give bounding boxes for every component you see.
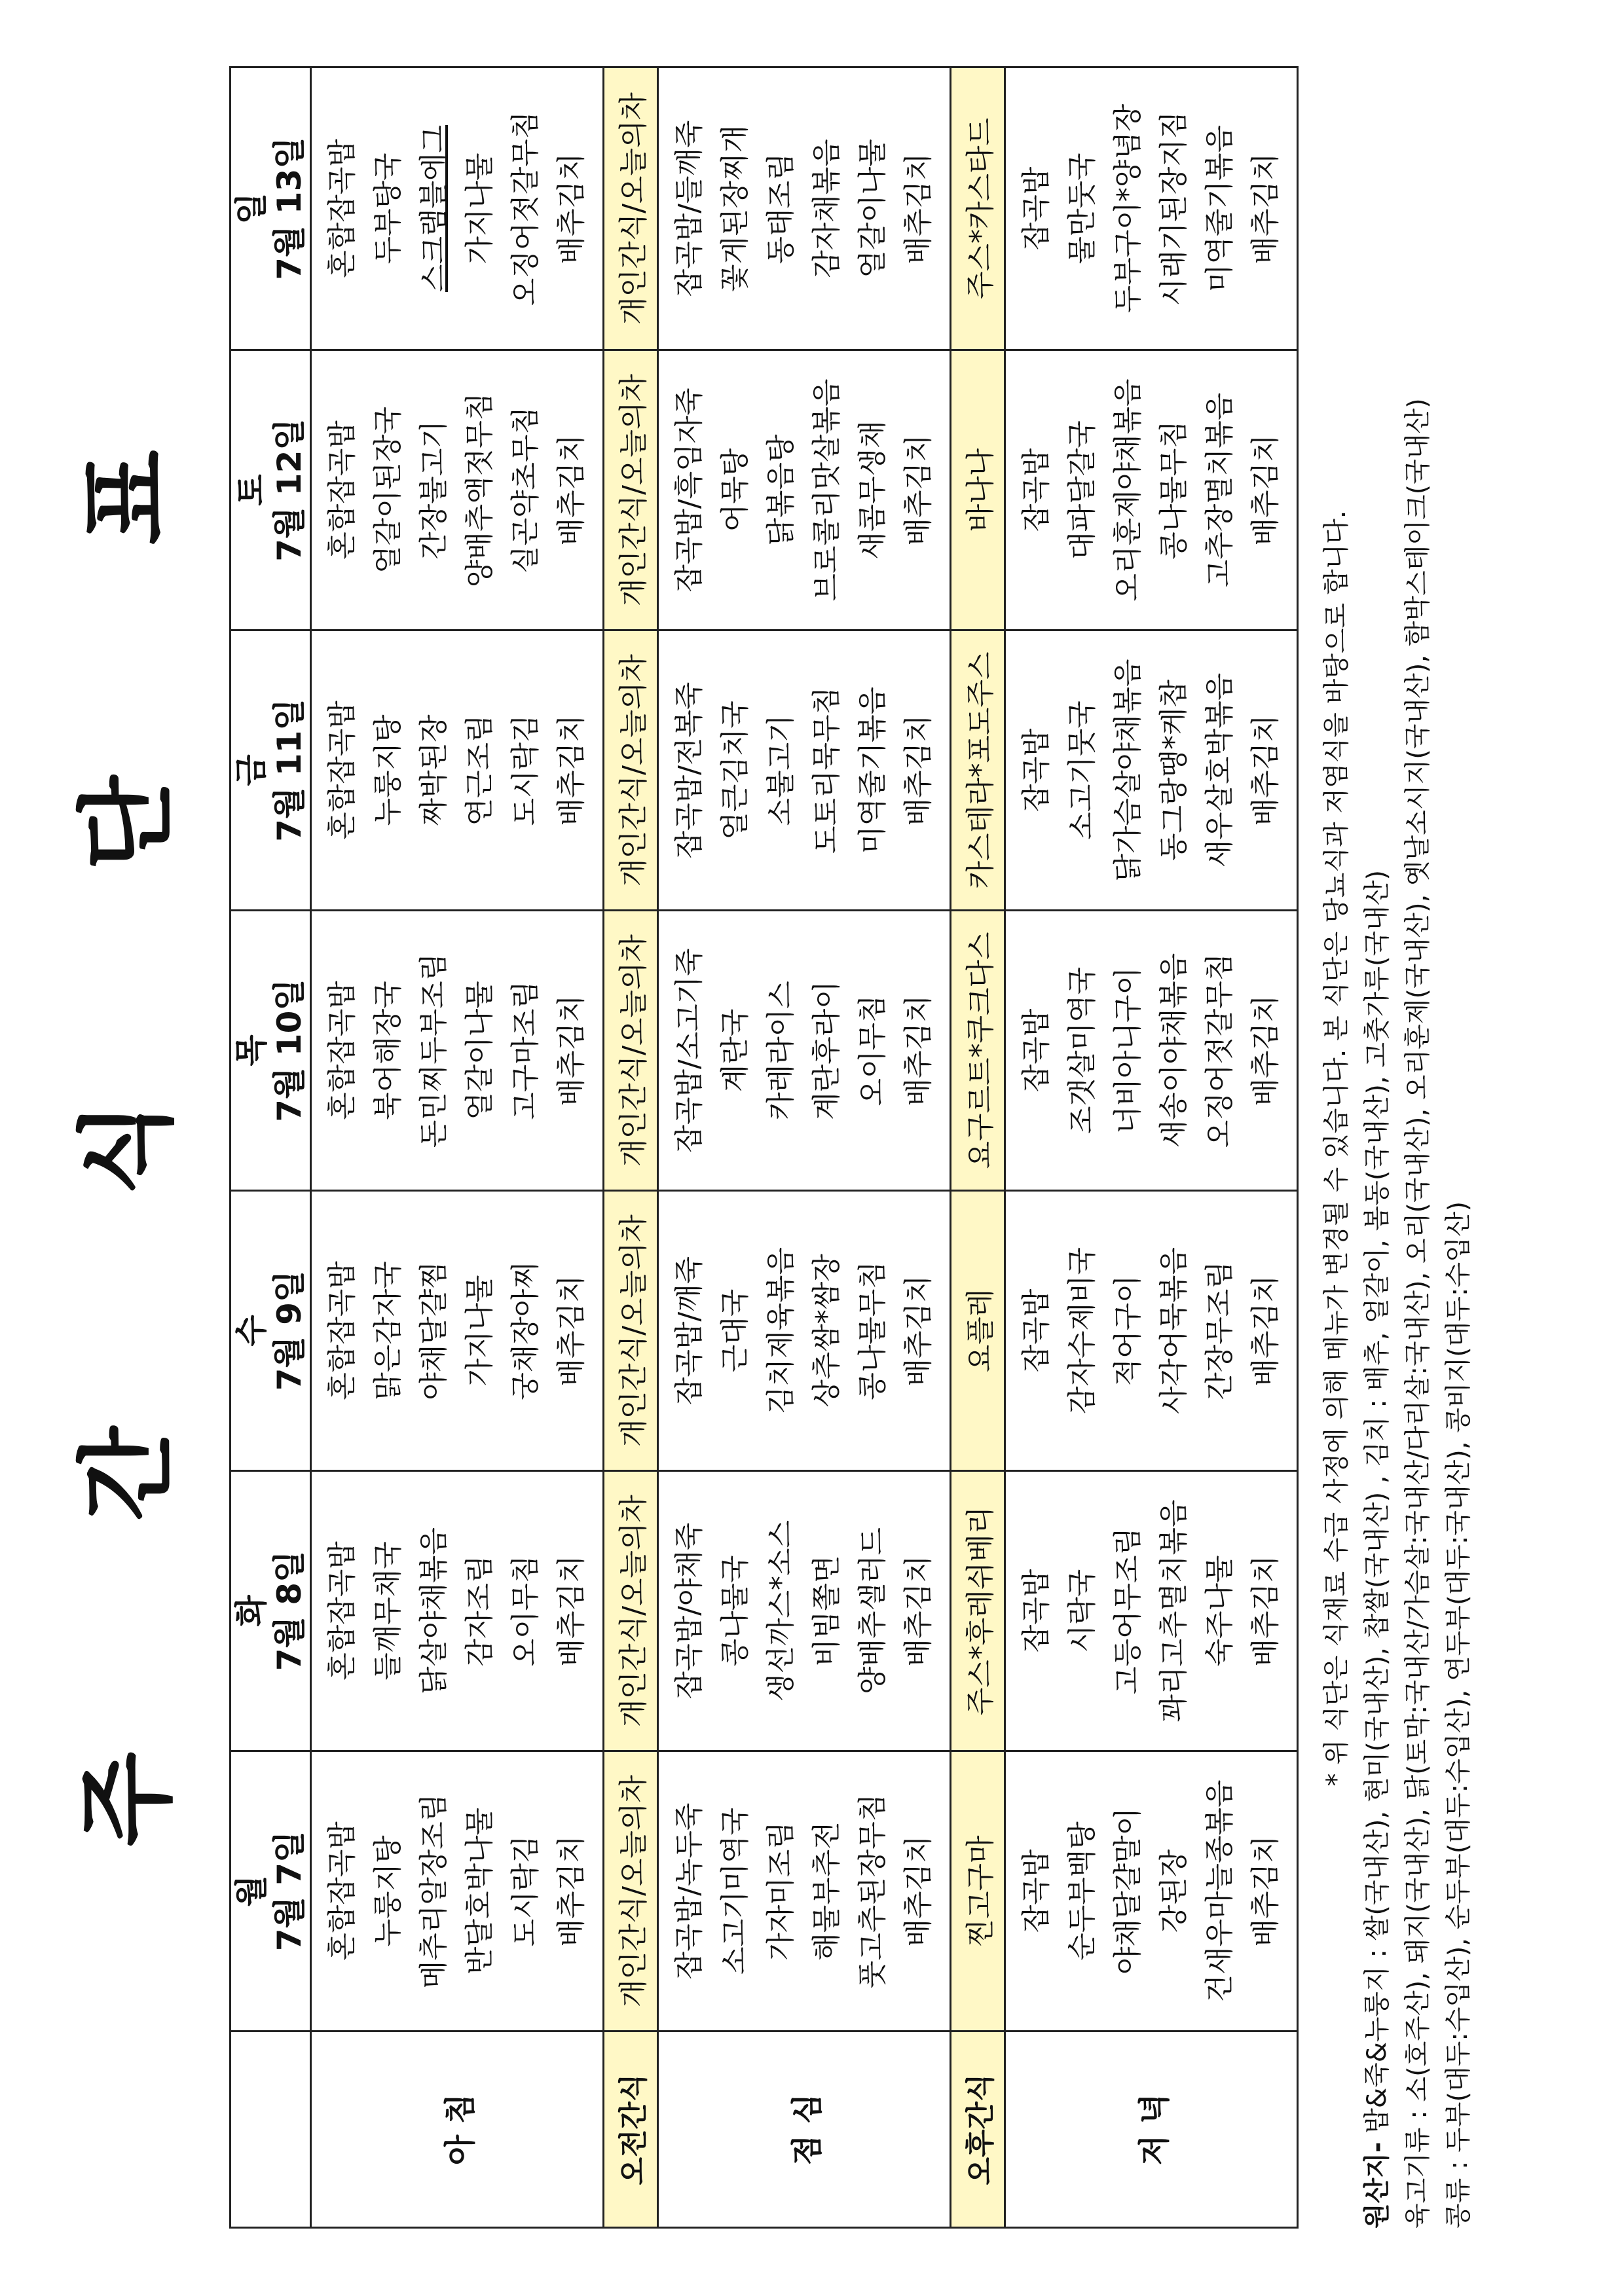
menu-cell-lunch-2	[658, 1191, 951, 1471]
menu-item: 배추김치	[1249, 434, 1282, 546]
menu-cell-pm-snack-4: 카스테라*포도주스	[951, 630, 1005, 911]
menu-cell-pm-snack-3: 요구르트*쿠크다스	[951, 911, 1005, 1191]
day-name: 수	[232, 1315, 270, 1347]
menu-item: 들깨무채국	[371, 1541, 405, 1681]
day-date: 7월 11일	[270, 699, 308, 842]
menu-item: 잡곡밥/전복죽	[673, 682, 706, 859]
menu-cell-am-snack-2: 개인간식/오늘의차	[604, 1191, 658, 1471]
page-title: 주 간 식 단 표	[71, 352, 185, 1847]
menu-item: 동태조림	[764, 153, 798, 264]
menu-item: 감자조림	[463, 1555, 496, 1667]
menu-item: 풋고추된장무침	[856, 1793, 889, 1989]
menu-item: 도시락김	[509, 714, 542, 826]
menu-cell-dinner-4	[1005, 630, 1298, 911]
menu-item: 어묵탕	[718, 448, 752, 532]
menu-item: 김치제육볶음	[764, 1247, 798, 1415]
meal-label-lunch: 점 심	[658, 2032, 951, 2228]
menu-item: 꽈리고추멸치볶음	[1157, 1499, 1190, 1722]
menu-item: 배추김치	[902, 1275, 935, 1387]
menu-item: 잡곡밥/흑임자죽	[673, 388, 706, 592]
menu-item: 잡곡밥	[1020, 1569, 1053, 1653]
menu-item: 양배추샐러드	[856, 1527, 889, 1695]
menu-item: 건새우마늘종볶음	[1203, 1779, 1236, 2003]
menu-item: 연근조림	[463, 714, 496, 826]
menu-cell-am-snack-6: 개인간식/오늘의차	[604, 67, 658, 350]
menu-item: 숙주나물	[1203, 1555, 1236, 1667]
day-header-thu	[231, 911, 311, 1191]
header-row	[231, 67, 311, 2228]
menu-item: 브로콜리맛살볶음	[810, 378, 843, 602]
menu-item: 오리훈제야채볶음	[1111, 378, 1145, 602]
menu-item: 혼합잡곡밥	[325, 701, 359, 840]
menu-item: 생선까스*소스	[764, 1520, 798, 1702]
menu-item: 사각어묵볶음	[1157, 1247, 1190, 1415]
menu-item: 얼갈이나물	[463, 981, 496, 1120]
menu-item: 얼큰김치국	[718, 701, 752, 840]
menu-item: 잡곡밥	[1020, 728, 1053, 812]
pm-snack-row	[951, 67, 1005, 2228]
notes	[1316, 68, 1479, 2229]
menu-item: 배추김치	[555, 1835, 588, 1947]
menu-item: 오이무침	[856, 994, 889, 1106]
breakfast-row	[311, 67, 604, 2228]
menu-item: 상추쌈*쌈장	[810, 1254, 843, 1408]
meal-label-breakfast: 아 침	[311, 2032, 604, 2228]
menu-item: 양배추액젓무침	[463, 392, 496, 588]
menu-item: 대파달갈국	[1065, 420, 1099, 560]
menu-item: 배추김치	[902, 994, 935, 1106]
menu-item: 간장불고기	[417, 420, 451, 560]
menu-item: 배추김치	[1249, 714, 1282, 826]
menu-item: 도시락김	[509, 1835, 542, 1947]
menu-cell-dinner-1	[1005, 1471, 1298, 1751]
menu-item: 조갯살미역국	[1065, 966, 1099, 1135]
menu-item: 미역줄기볶음	[856, 686, 889, 854]
menu-item: 콩나물무침	[1157, 420, 1190, 560]
menu-item: 누룽지탕	[371, 714, 405, 826]
menu-item: 북어해장국	[371, 981, 405, 1120]
day-date: 7월 8일	[270, 1550, 308, 1671]
menu-item: 누룽지탕	[371, 1835, 405, 1947]
weekly-menu-table	[229, 66, 1299, 2229]
day-header-mon	[231, 1751, 311, 2032]
menu-item: 고구마조림	[509, 981, 542, 1120]
day-date: 7월 7일	[270, 1831, 308, 1952]
menu-item: 카레라이스	[764, 981, 798, 1120]
menu-disclaimer: * 위 식단은 식재료 수급 사정에 의해 메뉴가 변경될 수 있습니다. 본 식단은 당뇨식과 저염식을 바탕으로 합니다.	[1321, 510, 1352, 1787]
menu-item: 너비아니구이	[1111, 966, 1145, 1135]
menu-item: 잡곡밥/소고기죽	[673, 948, 706, 1153]
menu-item: 해물부추전	[810, 1821, 843, 1961]
menu-item: 얼갈이된장국	[371, 406, 405, 574]
day-header-tue	[231, 1471, 311, 1751]
menu-item: 근대국	[718, 1288, 752, 1373]
menu-cell-pm-snack-1: 주스*후레쉬베리	[951, 1471, 1005, 1751]
menu-item: 배추김치	[1249, 1275, 1282, 1387]
menu-item: 꽃게된장찌개	[718, 124, 752, 293]
menu-item: 강된장	[1157, 1849, 1190, 1933]
menu-item: 소고기뭇국	[1065, 701, 1099, 840]
menu-item: 시락국	[1065, 1569, 1099, 1653]
menu-cell-dinner-0	[1005, 1751, 1298, 2032]
menu-cell-breakfast-2	[311, 1191, 604, 1471]
day-header-wed	[231, 1191, 311, 1471]
menu-item: 배추김치	[1249, 1835, 1282, 1947]
menu-cell-lunch-5	[658, 350, 951, 630]
menu-item: 돈민찌두부조림	[417, 953, 451, 1148]
menu-item: 계란국	[718, 1008, 752, 1093]
menu-item: 오징어젓갈무침	[1203, 953, 1236, 1148]
menu-item: 감자채볶음	[810, 139, 843, 278]
menu-item: 잡곡밥	[1020, 1288, 1053, 1373]
menu-item: 감자수제비국	[1065, 1247, 1099, 1415]
day-header-fri	[231, 630, 311, 911]
menu-cell-breakfast-1	[311, 1471, 604, 1751]
day-date: 7월 9일	[270, 1270, 308, 1391]
corner-cell	[231, 2032, 311, 2228]
meal-label-pm-snack: 오후간식	[951, 2032, 1005, 2228]
menu-item: 두부탕국	[371, 153, 405, 264]
menu-cell-breakfast-3	[311, 911, 604, 1191]
origin-line: 육고기류 : 소(호주산), 돼지(국내산), 닭(토막:국내산/가슴살:국내산/다리살:국내산), 오리(국내산), 오리훈제(국내산), 옛날소시지(국내산), 함박스테이크(국내산)	[1403, 398, 1433, 2229]
meal-label-am-snack: 오전간식	[604, 2032, 658, 2228]
menu-item: 간장무조림	[1203, 1261, 1236, 1400]
menu-item: 시래기된장지짐	[1157, 111, 1190, 306]
menu-item: 반달호박나물	[463, 1807, 496, 1975]
menu-cell-am-snack-5: 개인간식/오늘의차	[604, 350, 658, 630]
menu-cell-pm-snack-5: 바나나	[951, 350, 1005, 630]
day-name: 화	[232, 1595, 270, 1627]
menu-item: 야채달걀찜	[417, 1261, 451, 1400]
menu-item: 스크램블에그	[417, 124, 451, 293]
dinner-row	[1005, 67, 1298, 2228]
menu-item: 메추리알장조림	[417, 1793, 451, 1989]
menu-item: 가자미조림	[764, 1821, 798, 1961]
menu-item: 짜박된장	[417, 714, 451, 826]
menu-item: 콩나물국	[718, 1555, 752, 1667]
menu-cell-am-snack-1: 개인간식/오늘의차	[604, 1471, 658, 1751]
origin-line: 콩류 : 두부(대두:수입산), 순두부(대두:수입산), 연두부(대두:국내산), 콩비지(대두:수입산)	[1443, 1201, 1473, 2229]
menu-item: 새콤무생채	[856, 420, 889, 560]
menu-cell-breakfast-4	[311, 630, 604, 911]
menu-cell-pm-snack-2: 요플레	[951, 1191, 1005, 1471]
menu-cell-breakfast-5	[311, 350, 604, 630]
menu-item: 미역줄기볶음	[1203, 124, 1236, 293]
menu-item: 야채달걀말이	[1111, 1807, 1145, 1975]
menu-item: 혼합잡곡밥	[325, 139, 359, 278]
menu-item: 새우살호박볶음	[1203, 672, 1236, 868]
menu-cell-dinner-5	[1005, 350, 1298, 630]
day-header-sun	[231, 67, 311, 350]
menu-item: 배추김치	[555, 153, 588, 264]
menu-cell-lunch-4	[658, 630, 951, 911]
menu-item: 도토리묵무침	[810, 686, 843, 854]
menu-item: 잡곡밥/녹두죽	[673, 1802, 706, 1980]
day-name: 일	[232, 192, 270, 225]
menu-item: 배추김치	[555, 714, 588, 826]
menu-item: 실곤약초무침	[509, 406, 542, 574]
menu-item: 닭가슴살야채볶음	[1111, 659, 1145, 882]
day-date: 7월 12일	[270, 418, 308, 562]
menu-item: 배추김치	[902, 1835, 935, 1947]
menu-item: 배추김치	[902, 1555, 935, 1667]
menu-item: 오이무침	[509, 1555, 542, 1667]
origin-title: 원산지-	[1362, 2141, 1392, 2229]
menu-item: 오징어젓갈무침	[509, 111, 542, 306]
menu-cell-dinner-6	[1005, 67, 1298, 350]
menu-item: 배추김치	[555, 434, 588, 546]
menu-item: 궁채장아찌	[509, 1261, 542, 1400]
menu-cell-dinner-3	[1005, 911, 1298, 1191]
menu-item: 잡곡밥/야채죽	[673, 1522, 706, 1700]
rotated-page	[52, 42, 1572, 2255]
menu-item: 물만둣국	[1065, 153, 1099, 264]
menu-item: 맑은감자국	[371, 1261, 405, 1400]
menu-item: 비빔쫄면	[810, 1555, 843, 1667]
menu-item: 잡곡밥	[1020, 166, 1053, 251]
menu-item: 배추김치	[1249, 1555, 1282, 1667]
day-header-sat	[231, 350, 311, 630]
menu-item: 잡곡밥	[1020, 448, 1053, 532]
menu-item: 닭살야채볶음	[417, 1527, 451, 1695]
menu-item: 배추김치	[1249, 994, 1282, 1106]
lunch-row	[658, 67, 951, 2228]
menu-cell-pm-snack-6: 주스*카스타드	[951, 67, 1005, 350]
menu-item: 배추김치	[902, 434, 935, 546]
menu-item: 혼합잡곡밥	[325, 1541, 359, 1681]
menu-item: 소고기미역국	[718, 1807, 752, 1975]
menu-item: 혼합잡곡밥	[325, 420, 359, 560]
menu-item: 고추장멸치볶음	[1203, 392, 1236, 588]
menu-item: 동그랑땡*케찹	[1157, 679, 1190, 862]
menu-item: 계란후라이	[810, 981, 843, 1120]
menu-item: 혼합잡곡밥	[325, 981, 359, 1120]
day-date: 7월 13일	[270, 137, 308, 280]
day-date: 7월 10일	[270, 979, 308, 1122]
menu-cell-lunch-0	[658, 1751, 951, 2032]
menu-item: 배추김치	[902, 714, 935, 826]
meal-label-dinner: 저 녁	[1005, 2032, 1298, 2228]
menu-item: 콩나물무침	[856, 1261, 889, 1400]
menu-item: 소불고기	[764, 714, 798, 826]
origin-line	[1357, 68, 1397, 2229]
day-name: 월	[232, 1875, 270, 1907]
menu-cell-lunch-6	[658, 67, 951, 350]
day-name: 토	[232, 474, 270, 506]
menu-item: 혼합잡곡밥	[325, 1821, 359, 1961]
menu-item: 잡곡밥	[1020, 1849, 1053, 1933]
menu-cell-lunch-3	[658, 911, 951, 1191]
menu-cell-dinner-2	[1005, 1191, 1298, 1471]
menu-item: 적어구이	[1111, 1275, 1145, 1387]
menu-cell-am-snack-4: 개인간식/오늘의차	[604, 630, 658, 911]
menu-item: 가지나물	[463, 1275, 496, 1387]
menu-cell-breakfast-0	[311, 1751, 604, 2032]
menu-item: 새송이야채볶음	[1157, 953, 1190, 1148]
menu-item: 닭볶음탕	[764, 434, 798, 546]
menu-cell-pm-snack-0: 찐고구마	[951, 1751, 1005, 2032]
menu-item: 배추김치	[555, 1555, 588, 1667]
menu-item: 배추김치	[555, 1275, 588, 1387]
menu-item: 두부구이*양념장	[1111, 103, 1145, 314]
menu-cell-am-snack-0: 개인간식/오늘의차	[604, 1751, 658, 2032]
am-snack-row	[604, 67, 658, 2228]
menu-cell-breakfast-6	[311, 67, 604, 350]
day-name: 목	[232, 1034, 270, 1066]
menu-item: 잡곡밥/깨죽	[673, 1256, 706, 1406]
menu-item: 잡곡밥/들깨죽	[673, 120, 706, 297]
menu-item: 가지나물	[463, 153, 496, 264]
menu-item: 잡곡밥	[1020, 1008, 1053, 1093]
origin-text: 밥&죽&누룽지 : 쌀(국내산), 현미(국내산), 찹쌀(국내산) , 김치 : 배추, 얼갈이, 봄동(국내산), 고춧가루(국내산)	[1362, 869, 1392, 2134]
menu-item: 배추김치	[1249, 153, 1282, 264]
menu-item: 고등어무조림	[1111, 1527, 1145, 1695]
menu-item: 혼합잡곡밥	[325, 1261, 359, 1400]
menu-item: 순두부백탕	[1065, 1821, 1099, 1961]
menu-item: 배추김치	[555, 994, 588, 1106]
menu-cell-am-snack-3: 개인간식/오늘의차	[604, 911, 658, 1191]
menu-item: 얼갈이나물	[856, 139, 889, 278]
menu-cell-lunch-1	[658, 1471, 951, 1751]
menu-item: 배추김치	[902, 153, 935, 264]
day-name: 금	[232, 754, 270, 786]
